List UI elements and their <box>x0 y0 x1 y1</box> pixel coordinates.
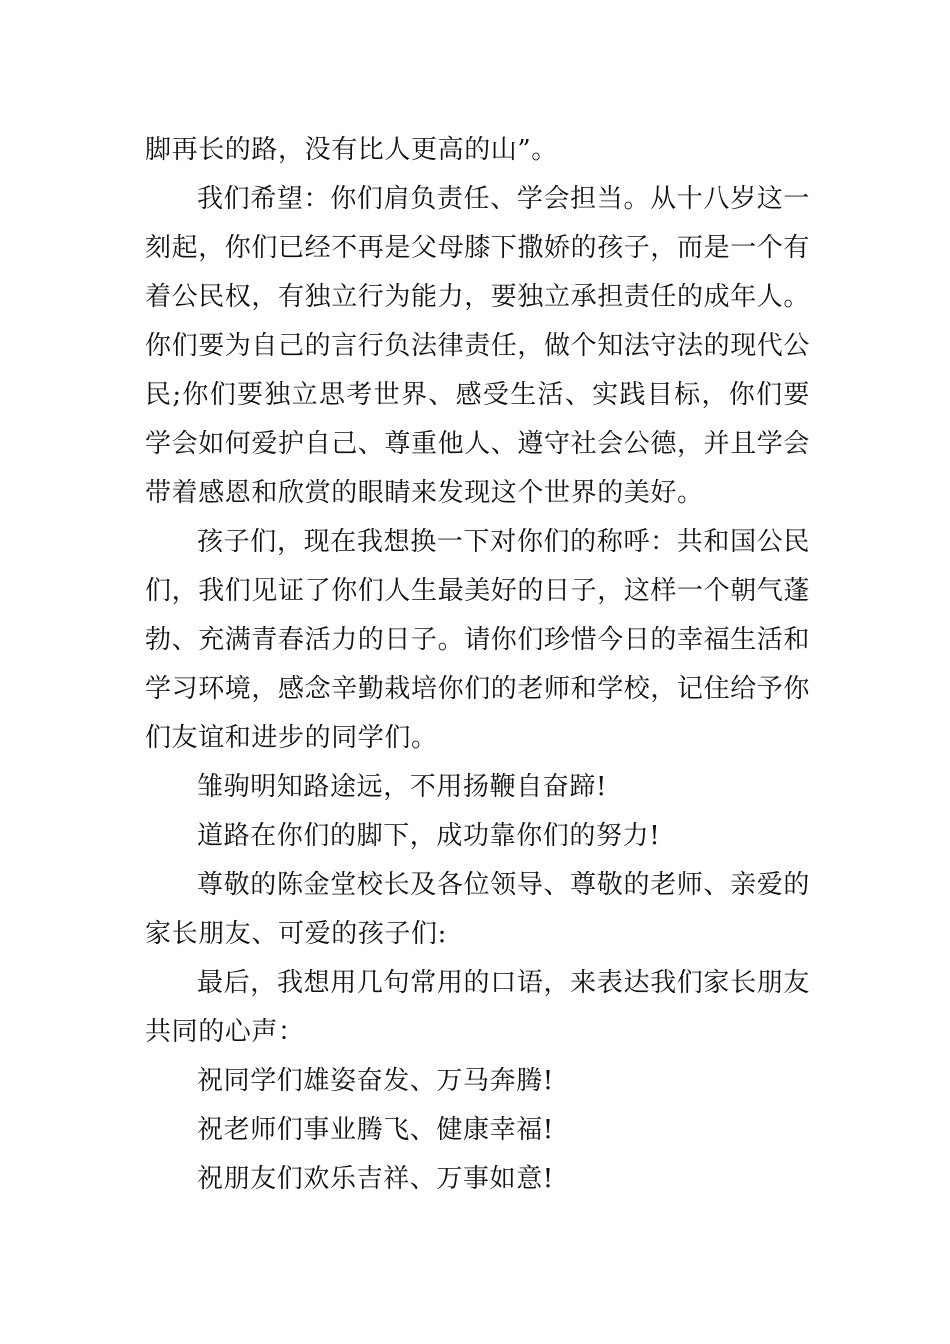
paragraph-wish-teachers: 祝老师们事业腾飞、健康幸福! <box>197 1115 554 1145</box>
paragraph-continuation: 脚再长的路，没有比人更高的山”。 <box>145 135 558 165</box>
paragraph-citizens: 孩子们，现在我想换一下对你们的称呼：共和国公民们，我们见证了你们人生最美好的日子，这样一个朝气蓬勃、充满青春活力的日子。请你们珍惜今日的幸福生活和学习环境，感念辛勤栽培你们的老师和学校，记住给予你们友谊和进步的同学们。 <box>145 527 811 753</box>
paragraph-salutation: 尊敬的陈金堂校长及各位领导、尊敬的老师、亲爱的家长朋友、可爱的孩子们: <box>145 870 810 949</box>
paragraph-wish-friends: 祝朋友们欢乐吉祥、万事如意! <box>197 1164 554 1194</box>
document-body <box>145 126 810 1204</box>
paragraph-road: 道路在你们的脚下，成功靠你们的努力! <box>197 821 661 851</box>
paragraph-wish-students: 祝同学们雄姿奋发、万马奔腾! <box>197 1066 554 1096</box>
paragraph-motto: 雏驹明知路途远，不用扬鞭自奋蹄! <box>197 772 608 802</box>
paragraph-hope: 我们希望：你们肩负责任、学会担当。从十八岁这一刻起，你们已经不再是父母膝下撒娇的孩子，而是一个有着公民权，有独立行为能力，要独立承担责任的成年人。你们要为自己的言行负法律责任，做个知法守法的现代公民;你们要独立思考世界、感受生活、实践目标，你们要学会如何爱护自己、尊重他人、遵守社会公德，并且学会带着感恩和欣赏的眼睛来发现这个世界的美好。 <box>145 184 811 508</box>
paragraph-closing: 最后，我想用几句常用的口语，来表达我们家长朋友共同的心声： <box>145 968 810 1047</box>
